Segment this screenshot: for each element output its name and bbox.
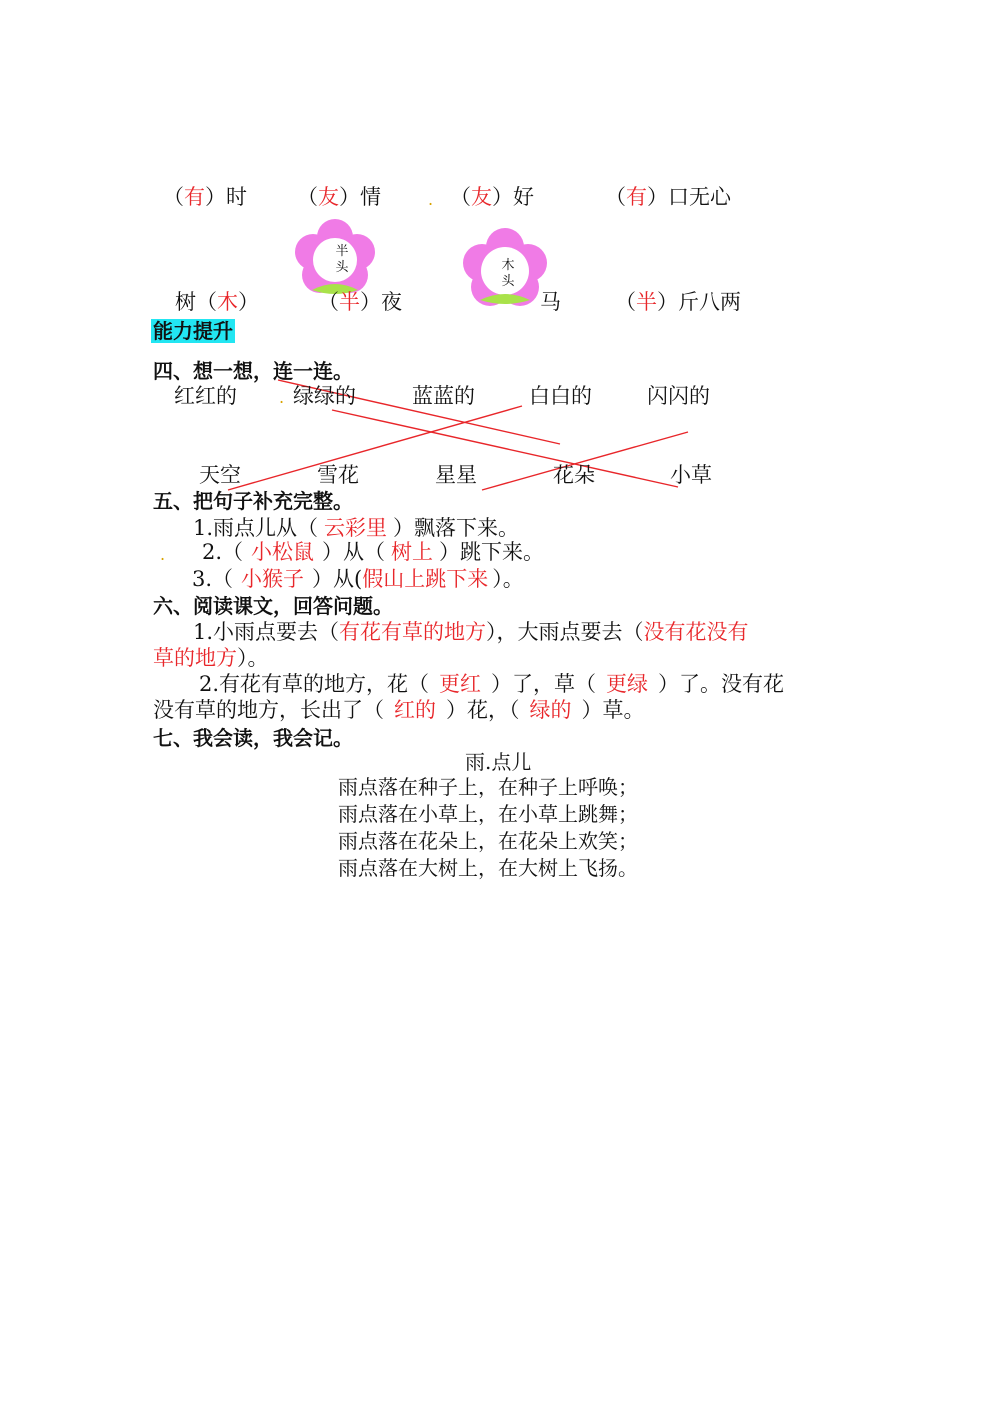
paren-close: ） <box>339 185 360 209</box>
text: ）从（ <box>322 540 386 564</box>
text: ）花，（ <box>446 698 520 722</box>
q4-top-word-1: 红红的 <box>174 384 237 408</box>
paren-open: （ <box>297 185 318 209</box>
answer: 木 <box>217 290 238 314</box>
answer: 有 <box>626 185 647 209</box>
match-line-3 <box>228 406 522 490</box>
answer: 红的 <box>394 698 436 722</box>
q4-heading: 四、想一想，连一连。 <box>153 359 353 383</box>
flower-2-bottom-char: 头 <box>501 274 515 289</box>
poem-line-3: 雨点落在花朵上，在花朵上欢笑； <box>338 829 638 853</box>
paren-close: ） <box>647 185 668 209</box>
q5-sentence-1 <box>193 515 519 541</box>
paren-open: （ <box>163 185 184 209</box>
text: ）。 <box>492 567 524 591</box>
text: 1.雨点儿从（ <box>193 516 319 540</box>
text: ）了。没有花 <box>658 672 785 696</box>
q5-sentence-3 <box>192 566 524 592</box>
text: 2.有花有草的地方，花（ <box>199 672 430 696</box>
flower-2-top-char: 木 <box>501 258 515 273</box>
q4-bottom-word-4: 花朵 <box>553 463 595 487</box>
text: ）草。 <box>581 698 645 722</box>
q6-p2-line-1 <box>199 671 784 697</box>
row2-item-4 <box>615 289 741 315</box>
text: ）了，草（ <box>491 672 597 696</box>
word-suffix: 情 <box>360 185 381 209</box>
q4-bottom-word-2: 雪花 <box>317 463 359 487</box>
q5-heading: 五、把句子补充完整。 <box>153 489 353 513</box>
row1-item-2 <box>297 184 381 210</box>
q4-top-word-4: 白白的 <box>529 384 592 408</box>
paren-open: （ <box>450 185 471 209</box>
text: ）。 <box>237 646 269 670</box>
poem-line-2: 雨点落在小草上，在小草上跳舞； <box>338 802 638 826</box>
match-line-2 <box>332 410 678 487</box>
text: 3.（ <box>192 567 234 591</box>
text: ）飘落下来。 <box>393 516 520 540</box>
answer: 半 <box>339 290 360 314</box>
paren-open: （ <box>196 290 217 314</box>
text: ）从( <box>312 567 363 591</box>
q6-p2-line-2 <box>153 697 645 723</box>
q4-bottom-word-3: 星星 <box>435 463 477 487</box>
flower-1-label <box>332 244 352 276</box>
answer: 草的地方 <box>153 646 237 670</box>
answer: 更红 <box>439 672 482 696</box>
stray-dot-3: . <box>160 545 166 564</box>
text: 没有草的地方，长出了（ <box>153 698 384 722</box>
word-suffix: 时 <box>226 185 247 209</box>
row2-item-3 <box>540 289 561 315</box>
answer: 友 <box>471 185 492 209</box>
row1-item-1 <box>163 184 247 210</box>
word-suffix: 马 <box>540 290 561 314</box>
answer: 小猴子 <box>241 567 305 591</box>
answer: 小松鼠 <box>251 540 315 564</box>
word-prefix: 树 <box>175 290 196 314</box>
row1-item-4 <box>605 184 731 210</box>
paren-close: ） <box>205 185 226 209</box>
word-suffix: 口无心 <box>668 185 731 209</box>
paren-close: ） <box>238 290 259 314</box>
answer: 更绿 <box>606 672 649 696</box>
answer: 云彩里 <box>324 516 388 540</box>
flower-1-bottom-char: 头 <box>335 260 349 275</box>
poem-line-4: 雨点落在大树上，在大树上飞扬。 <box>338 856 638 880</box>
paren-close: ） <box>492 185 513 209</box>
text: ）跳下来。 <box>439 540 545 564</box>
q7-heading: 七、我会读，我会记。 <box>153 726 353 750</box>
row1-item-3 <box>450 184 534 210</box>
q4-top-word-5: 闪闪的 <box>647 384 710 408</box>
poem-title: 雨.点儿 <box>465 750 532 774</box>
stray-dot-1: . <box>428 190 434 209</box>
text: ），大雨点要去（ <box>486 620 644 644</box>
answer: 假山上跳下来 <box>362 567 489 591</box>
q4-bottom-word-5: 小草 <box>670 463 712 487</box>
paren-close: ） <box>657 290 678 314</box>
q4-top-word-3: 蓝蓝的 <box>412 384 475 408</box>
paren-close: ） <box>360 290 381 314</box>
q4-top-word-2: 绿绿的 <box>293 384 356 408</box>
q5-sentence-2 <box>202 539 544 565</box>
ability-heading <box>151 318 235 344</box>
row2-item-1 <box>175 289 259 315</box>
stray-dot-2: . <box>279 388 285 407</box>
poem-line-1: 雨点落在种子上，在种子上呼唤； <box>338 775 638 799</box>
ability-heading-text: 能力提升 <box>153 319 233 343</box>
answer: 友 <box>318 185 339 209</box>
text: 1.小雨点要去（ <box>193 620 340 644</box>
row2-item-2 <box>318 289 402 315</box>
q4-bottom-word-1: 天空 <box>199 463 241 487</box>
flower-2-label <box>498 258 518 290</box>
flower-1-top-char: 半 <box>335 244 349 259</box>
paren-open: （ <box>605 185 626 209</box>
paren-open: （ <box>615 290 636 314</box>
word-suffix: 夜 <box>381 290 402 314</box>
q6-p1-line-2 <box>153 645 269 671</box>
word-suffix: 斤八两 <box>678 290 741 314</box>
answer: 有 <box>184 185 205 209</box>
text: 2.（ <box>202 540 244 564</box>
answer: 绿的 <box>529 698 572 722</box>
paren-open: （ <box>318 290 339 314</box>
q6-heading: 六、阅读课文，回答问题。 <box>153 594 393 618</box>
answer: 有花有草的地方 <box>339 620 487 644</box>
q6-p1-line-1 <box>193 619 749 645</box>
answer: 半 <box>636 290 657 314</box>
answer: 没有花没有 <box>643 620 749 644</box>
answer: 树上 <box>391 540 434 564</box>
word-suffix: 好 <box>513 185 534 209</box>
